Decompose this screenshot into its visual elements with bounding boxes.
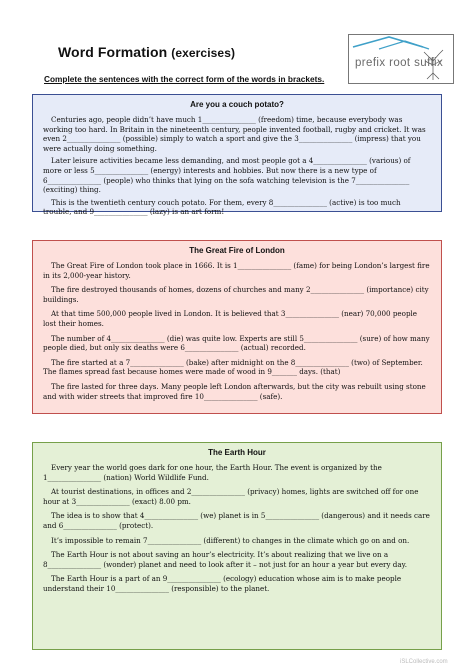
paragraph: This is the twentieth century couch potato. For them, every 8_______________ (active) is too much trouble, and 9_______________ (lazy) is an art form! xyxy=(43,197,401,217)
logo xyxy=(348,34,454,84)
section-title: The Great Fire of London xyxy=(189,246,285,255)
section-earth-hour xyxy=(32,442,442,650)
paragraph: The Earth Hour is a part of an 9_______________ (ecology) education whose aim is to make people understand their 10_______________ (responsible) to the planet. xyxy=(43,574,402,593)
paragraph: The fire destroyed thousands of homes, dozens of churches and many 2_______________ (importance) city buildings. xyxy=(43,285,429,304)
section-couch-potato xyxy=(32,94,442,217)
paragraph: At that time 500,000 people lived in London. It is believed that 3_______________ (near) 70,000 people lost their homes. xyxy=(43,309,418,328)
paragraph: At tourist destinations, in offices and 2_______________ (privacy) homes, lights are switched off for one hour at 3_______________ (exact) 8.00 pm. xyxy=(43,487,419,506)
paragraph: Later leisure activities became less demanding, and most people got a 4_______________ (various) of more or less 5_______________ (energy) interests and hobbies. But now there is a new type of 6_______________ (people) who thinks that lying on the sofa watching television is the 7_______________ (exciting) thing. xyxy=(43,156,411,195)
section-great-fire xyxy=(32,240,442,414)
paragraph: The fire lasted for three days. Many people left London afterwards, but the city was rebuilt using stone and with wider streets that improved fire 10_______________ (safe). xyxy=(43,381,426,401)
instructions: Complete the sentences with the correct form of the words in brackets. xyxy=(44,74,325,84)
title-main: Word Formation xyxy=(58,44,168,60)
logo-text: prefix root suffix xyxy=(355,57,444,69)
watermark: iSLCollective.com xyxy=(400,659,448,665)
page-title xyxy=(58,44,235,60)
section-title: The Earth Hour xyxy=(208,448,266,457)
paragraph: The number of 4_______________ (die) was quite low. Experts are still 5_______________ (sure) of how many people died, but only six deaths were 6_______________ (actual) recorded. xyxy=(43,333,430,353)
paragraph: The Earth Hour is not about saving an hour’s electricity. It’s about realizing that we live on a 8_______________ (wonder) planet and need to look after it – not just for an hour a year but every day. xyxy=(43,550,407,569)
paragraph: It’s impossible to remain 7_______________ (different) to changes in the climate which go on and on. xyxy=(51,535,410,545)
section-title: Are you a couch potato? xyxy=(190,100,284,109)
paragraph: Centuries ago, people didn’t have much 1_______________ (freedom) time, because everybody was working too hard. In Britain in the nineteenth century, people invented football, rugby and cricket. It was even 2_______________ (possible) simply to watch a sport and give the 3_______________ (impress) that you were actually doing something. xyxy=(43,115,426,153)
paragraph: The idea is to show that 4_______________ (we) planet is in 5_______________ (dangerous) and it needs care and 6_______________ (protect). xyxy=(43,511,430,530)
paragraph: The fire started at a 7_______________ (bake) after midnight on the 8_______________ (two) of September. The flames spread fast because homes were made of wood in 9_______ days. (that) xyxy=(43,357,423,377)
paragraph: The Great Fire of London took place in 1666. It is 1_______________ (fame) for being London’s largest fire in its 2,000-year history. xyxy=(43,261,430,280)
paragraph: Every year the world goes dark for one hour, the Earth Hour. The event is organized by the 1_______________ (nation) World Wildlife Fund. xyxy=(43,463,382,482)
title-subtitle: (exercises) xyxy=(171,46,236,60)
